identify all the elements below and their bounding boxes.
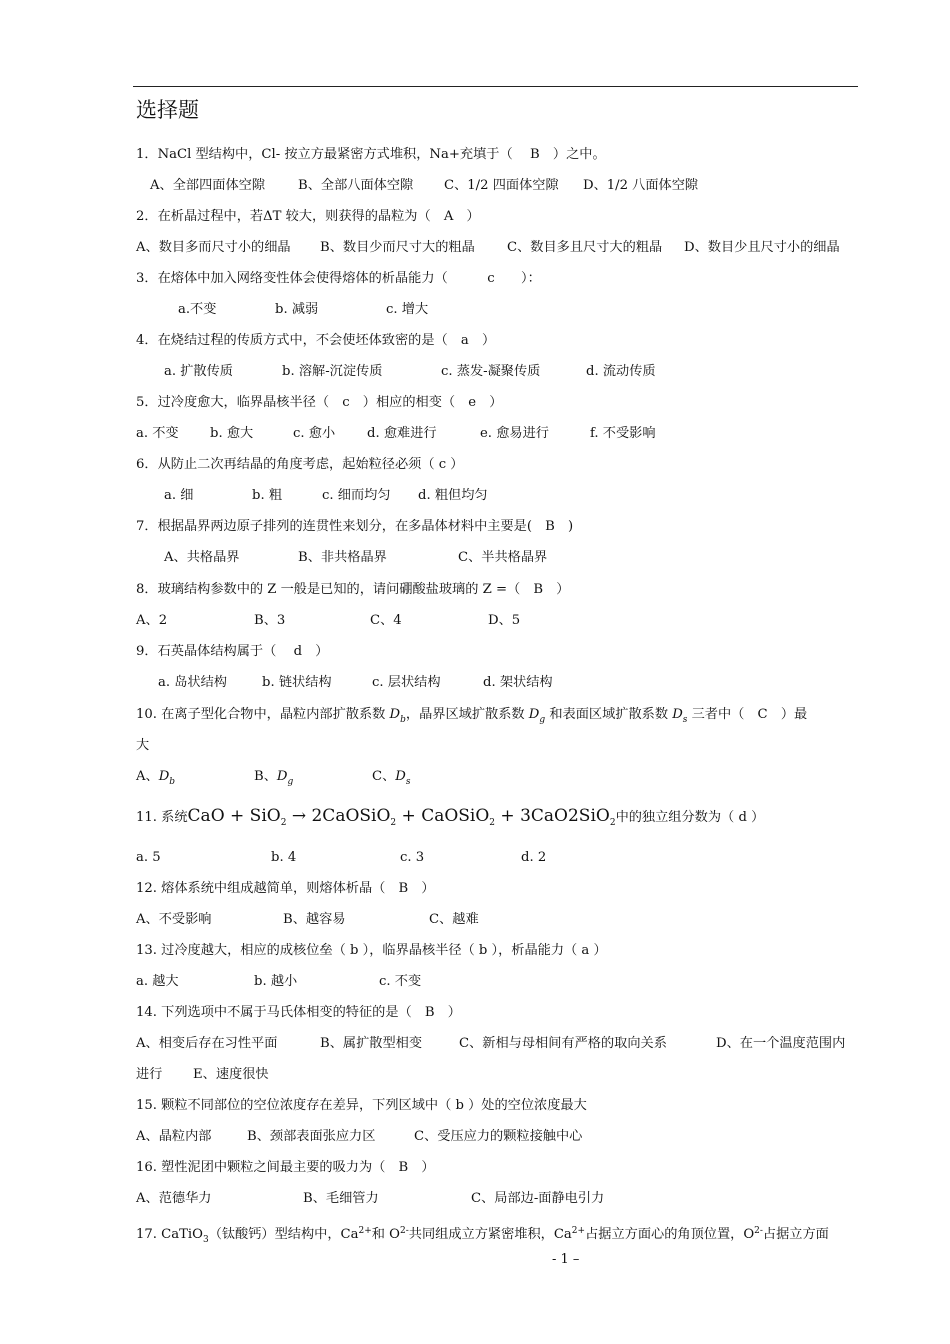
q6-option-a: a. 细 bbox=[164, 488, 194, 503]
q3-option-a: a.不变 bbox=[178, 302, 217, 317]
q1-option-b: B、全部八面体空隙 bbox=[298, 178, 414, 193]
question-10: 10. 在离子型化合物中，晶粒内部扩散系数 $D_b$，晶界区域扩散系数 $D_g$ 和表面区域扩散系数 $D_s$ 三者中（ C ）最 bbox=[136, 707, 808, 725]
q10-option-b: B、$D_g$ bbox=[254, 769, 294, 787]
q16-option-c: C、局部边-面静电引力 bbox=[471, 1191, 605, 1206]
q7-option-b: B、非共格晶界 bbox=[298, 550, 387, 565]
q2-option-b: B、数目少而尺寸大的粗晶 bbox=[320, 240, 475, 255]
question-13: 13. 过冷度越大，相应的成核位垒（ b ），临界晶核半径（ b ），析晶能力（ a ） bbox=[136, 943, 607, 958]
q12-option-c: C、越难 bbox=[429, 912, 479, 927]
q15-option-a: A、晶粒内部 bbox=[136, 1129, 212, 1144]
q14-option-c: C、新相与母相间有严格的取向关系 bbox=[459, 1036, 667, 1051]
q14-option-e: E、速度很快 bbox=[193, 1067, 269, 1082]
q12-option-b: B、越容易 bbox=[283, 912, 346, 927]
q8-option-b: B、3 bbox=[254, 613, 286, 628]
q9-option-a: a. 岛状结构 bbox=[158, 675, 227, 690]
question-1: 1．NaCl 型结构中，Cl- 按立方最紧密方式堆积，Na+充填于（ B ）之中。 bbox=[136, 147, 606, 162]
question-14: 14. 下列选项中不属于马氏体相变的特征的是（ B ） bbox=[136, 1005, 461, 1020]
q7-option-a: A、共格晶界 bbox=[164, 550, 240, 565]
q11-option-c: c. 3 bbox=[400, 850, 425, 865]
q14-option-b: B、属扩散型相变 bbox=[320, 1036, 423, 1051]
q5-option-c: c. 愈小 bbox=[293, 426, 336, 441]
q12-option-a: A、不受影响 bbox=[136, 912, 212, 927]
q3-option-b: b. 减弱 bbox=[275, 302, 319, 317]
q8-option-a: A、2 bbox=[136, 613, 168, 628]
q5-option-b: b. 愈大 bbox=[210, 426, 254, 441]
q16-option-b: B、毛细管力 bbox=[303, 1191, 379, 1206]
q14-option-a: A、相变后存在习性平面 bbox=[136, 1036, 278, 1051]
q1-option-c: C、1/2 四面体空隙 bbox=[444, 178, 559, 193]
q16-option-a: A、范德华力 bbox=[136, 1191, 212, 1206]
q14-option-d-continued: 进行 bbox=[136, 1067, 163, 1082]
header-rule bbox=[133, 86, 858, 87]
q10-option-c: C、$D_s$ bbox=[372, 769, 411, 787]
q11-option-a: a. 5 bbox=[136, 850, 161, 865]
q15-option-c: C、受压应力的颗粒接触中心 bbox=[414, 1129, 583, 1144]
question-11: 11. 系统CaO + SiO$_2$ → 2CaOSiO$_2$ + CaOSiO$_2$ + 3CaO2SiO$_2$中的独立组分数为（ d ） bbox=[136, 806, 765, 828]
page-number: - 1 – bbox=[552, 1252, 580, 1267]
question-9: 9．石英晶体结构属于（ d ） bbox=[136, 644, 329, 659]
q2-option-d: D、数目少且尺寸小的细晶 bbox=[684, 240, 840, 255]
question-15: 15. 颗粒不同部位的空位浓度存在差异，下列区域中（ b ）处的空位浓度最大 bbox=[136, 1098, 587, 1113]
q15-option-b: B、颈部表面张应力区 bbox=[247, 1129, 376, 1144]
section-title: 选择题 bbox=[136, 98, 199, 122]
q6-option-d: d. 粗但均匀 bbox=[418, 488, 488, 503]
question-8: 8．玻璃结构参数中的 Z 一般是已知的，请问硼酸盐玻璃的 Z =（ B ） bbox=[136, 582, 570, 597]
question-6: 6．从防止二次再结晶的角度考虑，起始粒径必须（ c ） bbox=[136, 457, 464, 472]
q5-option-a: a. 不变 bbox=[136, 426, 179, 441]
q8-option-d: D、5 bbox=[488, 613, 521, 628]
question-12: 12. 熔体系统中组成越简单，则熔体析晶（ B ） bbox=[136, 881, 435, 896]
q9-option-b: b. 链状结构 bbox=[262, 675, 332, 690]
q4-option-d: d. 流动传质 bbox=[586, 364, 656, 379]
q11-option-d: d. 2 bbox=[521, 850, 547, 865]
q10-option-a: A、$D_b$ bbox=[136, 769, 176, 787]
question-4: 4．在烧结过程的传质方式中，不会使坯体致密的是（ a ） bbox=[136, 333, 496, 348]
q9-option-c: c. 层状结构 bbox=[372, 675, 441, 690]
q11-option-b: b. 4 bbox=[271, 850, 297, 865]
question-17: 17. CaTiO$_3$（钛酸钙）型结构中，$Ca^{2+}$和 $O^{2-}$共同组成立方紧密堆积，$Ca^{2+}$占据立方面心的角顶位置，$O^{2-}$占据立方面 bbox=[136, 1226, 829, 1245]
q1-option-d: D、1/2 八面体空隙 bbox=[583, 178, 699, 193]
q6-option-c: c. 细而均匀 bbox=[322, 488, 391, 503]
q8-option-c: C、4 bbox=[370, 613, 402, 628]
question-2: 2．在析晶过程中，若ΔT 较大，则获得的晶粒为（ A ） bbox=[136, 209, 480, 224]
q1-option-a: A、全部四面体空隙 bbox=[150, 178, 266, 193]
q2-option-c: C、数目多且尺寸大的粗晶 bbox=[507, 240, 663, 255]
q4-option-a: a. 扩散传质 bbox=[164, 364, 233, 379]
q3-option-c: c. 增大 bbox=[386, 302, 429, 317]
q4-option-b: b. 溶解-沉淀传质 bbox=[282, 364, 383, 379]
question-5: 5．过冷度愈大，临界晶核半径（ c ）相应的相变（ e ） bbox=[136, 395, 503, 410]
q5-option-f: f. 不受影响 bbox=[590, 426, 656, 441]
q7-option-c: C、半共格晶界 bbox=[458, 550, 548, 565]
q4-option-c: c. 蒸发-凝聚传质 bbox=[441, 364, 541, 379]
question-10-continued: 大 bbox=[136, 738, 150, 753]
q13-option-a: a. 越大 bbox=[136, 974, 179, 989]
question-16: 16. 塑性泥团中颗粒之间最主要的吸力为（ B ） bbox=[136, 1160, 435, 1175]
question-3: 3．在熔体中加入网络变性体会使得熔体的析晶能力（ c ）： bbox=[136, 271, 541, 286]
q9-option-d: d. 架状结构 bbox=[483, 675, 553, 690]
q6-option-b: b. 粗 bbox=[252, 488, 283, 503]
q5-option-d: d. 愈难进行 bbox=[367, 426, 437, 441]
q13-option-c: c. 不变 bbox=[379, 974, 422, 989]
q14-option-d: D、在一个温度范围内 bbox=[716, 1036, 846, 1051]
q5-option-e: e. 愈易进行 bbox=[480, 426, 549, 441]
question-7: 7．根据晶界两边原子排列的连贯性来划分，在多晶体材料中主要是( B ) bbox=[136, 519, 574, 534]
q2-option-a: A、数目多而尺寸小的细晶 bbox=[136, 240, 291, 255]
q13-option-b: b. 越小 bbox=[254, 974, 298, 989]
